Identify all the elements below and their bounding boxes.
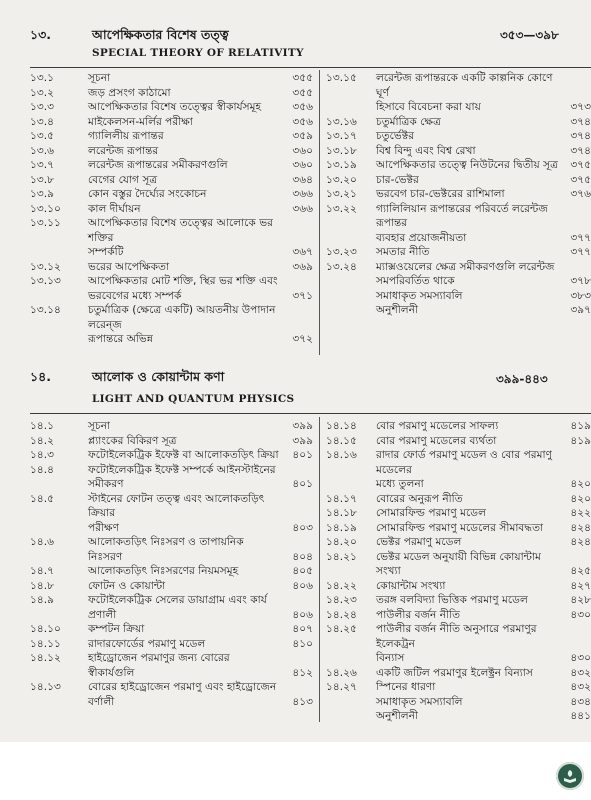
chapter-13-right-column <box>326 71 591 318</box>
toc-entry[interactable]: ১৩.৪ মাইকেলসন-মর্লির পরীক্ষা ৩৫৬ <box>30 115 313 128</box>
toc-entry[interactable]: ১৪.১৫ বোর পরমাণু মডেলের ব্যর্থতা ৪১৯ <box>326 434 591 447</box>
toc-entry[interactable]: ১৩.২১ ভরবেগ চার-ভেক্টরের রাশিমালা ৩৭৬ <box>326 188 591 200</box>
chapter-14-title-bn: আলোক ও কোয়ান্টাম কণা <box>92 369 225 384</box>
toc-entry[interactable]: সমাধাকৃত সমস্যাবলি ৪৩৪ <box>376 695 591 708</box>
toc-entry[interactable]: ১৩.৬ লরেন্টজ রূপান্তর ৩৬০ <box>30 144 313 157</box>
chapter-13-left-column <box>30 71 313 347</box>
toc-entry[interactable]: ১৪.২ প্ল্যাংকের বিকিরণ সূত্র ৩৯৯ <box>30 434 313 447</box>
chapter-14-number: ১৪. <box>30 369 51 384</box>
toc-entry[interactable]: ১৩.২৩ সমতার নীতি ৩৭৭ <box>326 246 591 258</box>
toc-entry[interactable]: ১৩.২২ গ্যালিলিয়ান রূপান্তরের পরিবর্তে লরেন্টজ রূপান্তর ব্যবহার প্রয়োজনীয়তা ৩৭৭ <box>326 202 591 244</box>
chapter-14-title-en: LIGHT AND QUANTUM PHYSICS <box>92 393 295 405</box>
chapter-13-number: ১৩. <box>30 27 51 42</box>
toc-entry[interactable]: ১৩.১৪ চতুর্মাত্রিক (ক্ষেত্রে একটি) আয়তনীয় উপাদান লরেন্জ রূপান্তরে অভিন্ন ৩৭২ <box>30 304 313 345</box>
toc-entry[interactable]: ১৩.৯ কোন বস্তুর দৈর্ঘ্যের সংকোচন ৩৬৬ <box>30 188 313 200</box>
toc-entry[interactable]: ১৩.৭ লরেন্টজ রূপান্তরের সমীকরণগুলি ৩৬০ <box>30 159 313 171</box>
chapter-13-title-bn: আপেক্ষিকতার বিশেষ তত্ত্ব <box>92 27 229 42</box>
chapter-13-title-en: SPECIAL THEORY OF RELATIVITY <box>92 47 304 59</box>
chapter-13-heading <box>30 27 229 47</box>
toc-entry[interactable]: ১৪.৬ আলোকতড়িৎ নিঃসরণ ও তাপায়নিক নিঃসরণ ৪০৪ <box>30 536 313 563</box>
toc-entry[interactable]: ১৪.১৭ বোরের অনুরূপ নীতি ৪২০ <box>326 492 591 505</box>
toc-entry[interactable]: ১৩.১৭ চতুর্ভেক্টর ৩৭৪ <box>326 130 591 142</box>
chapter-14-heading <box>30 369 224 389</box>
toc-entry[interactable]: ১৩.১০ কাল দীর্ঘায়ন ৩৬৬ <box>30 202 313 215</box>
toc-entry[interactable]: ১৪.২৫ পাউলীর বর্জন নীতি অনুসারে পরমাণুর ইলেকট্রন বিন্যাস ৪৩০ <box>326 623 591 664</box>
toc-entry[interactable]: ১৩.২৪ ম্যাক্সওয়েলের ক্ষেত্র সমীকরণগুলি লরেন্টজ সমপরিবর্তিত থাকে ৩৭৮ <box>326 260 591 287</box>
toc-entry[interactable]: ১৪.২১ ভেক্টর মডেল অনুযায়ী বিভিন্ন কোয়ান্টাম সংখ্যা ৪২৫ <box>326 550 591 577</box>
toc-entry[interactable]: ১৪.৭ আলোকতড়িৎ নিঃসরণের নিয়মসমূহ ৪০৫ <box>30 565 313 577</box>
toc-entry[interactable]: ১৪.২৭ স্পিনের ধারণা ৪৩২ <box>326 681 591 693</box>
toc-entry[interactable]: ১৩.১৫ লরেন্টজ রূপান্তরকে একটি কাল্পনিক কোণে ঘূর্ণ হিসাবে বিবেচনা করা যায় ৩৭৩ <box>326 72 591 113</box>
chapter-14-right-column <box>326 419 591 724</box>
toc-entry[interactable]: ১৪.১৬ রাদার ফোর্ড পরমাণু মডেল ও বোর পরমাণু মডেলের মধ্যে তুলনা ৪২০ <box>326 449 591 490</box>
book-leaf-icon-graphic <box>562 768 578 784</box>
toc-entry[interactable]: ১৪.১০ কম্পটন ক্রিয়া ৪০৭ <box>30 623 313 635</box>
toc-entry[interactable]: ১৪.৮ ফোটন ও কোয়ান্টা ৪০৬ <box>30 579 313 592</box>
toc-entry[interactable]: ১৩.১৩ আপেক্ষিকতার মোট শক্তি, স্থির ভর শক্তি এবং ভরবেগের মধ্যে সম্পর্ক ৩৭১ <box>30 275 313 302</box>
toc-entry[interactable]: ১৩.১৬ চতুর্মাত্রিক ক্ষেত্র ৩৭৪ <box>326 115 591 128</box>
toc-entry[interactable]: ১৩.১ সূচনা ৩৫৫ <box>30 72 313 84</box>
chapter-13-divider <box>30 67 591 68</box>
toc-entry[interactable]: ১৪.১১ রাদারফোর্ডের পরমাণু মডেল ৪১০ <box>30 637 313 650</box>
toc-entry[interactable]: ১৩.২০ চার-ভেক্টর ৩৭৫ <box>326 173 591 186</box>
toc-entry[interactable]: ১৪.১৩ বোরের হাইড্রোজেন পরমাণু এবং হাইড্রোজেন বর্ণালী ৪১৩ <box>30 681 313 708</box>
toc-entry[interactable]: ১৩.৮ বেগের যোগ সূত্র ৩৬৪ <box>30 173 313 186</box>
chapter-14-page-range: ৩৯৯-৪৪৩ <box>496 372 548 386</box>
toc-entry[interactable]: ১৩.২ জড় প্রসংগ কাঠামো ৩৫৫ <box>30 86 313 99</box>
toc-entry[interactable]: ১৪.৯ ফটোইলেকট্রিক সেলের ডায়াগ্রাম এবং কার্য প্রণালী ৪০৬ <box>30 594 313 621</box>
toc-entry[interactable]: ১৩.১২ ভরের আপেক্ষিকতা ৩৬৯ <box>30 260 313 273</box>
toc-entry[interactable]: ১৪.২৩ তরঙ্গ বলবিদ্যা ভিত্তিক পরমাণু মডেল ৪২৮ <box>326 594 591 606</box>
toc-entry[interactable]: ১৩.১৮ বিশ্ব বিন্দু এবং বিশ্ব রেখা ৩৭৪ <box>326 144 591 157</box>
book-leaf-icon[interactable] <box>556 762 584 790</box>
chapter-13-page-range: ৩৫৩—৩৯৮ <box>500 28 559 42</box>
chapter-14-left-column <box>30 419 313 709</box>
toc-entry[interactable]: ১৪.২২ কোয়ান্টাম সংখ্যা ৪২৭ <box>326 579 591 592</box>
toc-entry[interactable]: ১৪.২৪ পাউলীর বর্জন নীতি ৪৩০ <box>326 608 591 621</box>
toc-entry[interactable]: ১৪.১৪ বোর পরমাণু মডেলের সাফল্য ৪১৯ <box>326 420 591 432</box>
toc-entry[interactable]: ১৩.৫ গ্যালিলীয় রূপান্তর ৩৫৯ <box>30 130 313 142</box>
toc-entry[interactable]: ১৩.১১ আপেক্ষিকতার বিশেষ তত্ত্বের আলোকে ভর শক্তির সম্পর্কটি ৩৬৭ <box>30 217 313 258</box>
toc-entry[interactable]: ১৪.১৮ সোমারফিল্ড পরমাণু মডেল ৪২২ <box>326 507 591 519</box>
toc-entry[interactable]: ১৪.৪ ফটোইলেকট্রিক ইফেক্ট সম্পর্কে আইনস্টাইনের সমীকরণ ৪০১ <box>30 463 313 490</box>
chapter-14-divider <box>30 413 591 414</box>
toc-entry[interactable]: ১৪.২৬ একটি জটিল পরমাণুর ইলেক্ট্রন বিন্যাস ৪৩২ <box>326 666 591 679</box>
toc-entry[interactable]: ১৩.৩ আপেক্ষিকতার বিশেষ তত্ত্বের স্বীকার্যসমূহ ৩৫৬ <box>30 101 313 113</box>
chapter-13-column-divider <box>319 70 320 355</box>
toc-entry[interactable]: ১৪.১২ হাইড্রোজেন পরমাণুর জন্য বোরের স্বীকার্যগুলি ৪১২ <box>30 652 313 679</box>
toc-entry[interactable]: ১৪.১৯ সোমারফিল্ড পরমাণু মডেলের সীমাবদ্ধতা ৪২৪ <box>326 521 591 534</box>
toc-entry[interactable]: ১৩.১৯ আপেক্ষিকতার তত্ত্বে নিউটনের দ্বিতীয় সূত্র ৩৭৫ <box>326 159 591 171</box>
toc-entry[interactable]: ১৪.৩ ফটোইলেকট্রিক ইফেক্ট বা আলোকতড়িৎ ক্রিয়া ৪০১ <box>30 449 313 461</box>
chapter-14-column-divider <box>319 417 320 722</box>
toc-entry[interactable]: অনুশীলনী ৩৯৭ <box>376 304 591 316</box>
toc-entry[interactable]: সমাধাকৃত সমস্যাবলি ৩৮৩ <box>376 289 591 302</box>
toc-entry[interactable]: ১৪.২০ ভেক্টর পরমাণু মডেল ৪২৪ <box>326 536 591 548</box>
toc-entry[interactable]: ১৪.১ সূচনা ৩৯৯ <box>30 420 313 432</box>
toc-entry[interactable]: অনুশীলনী ৪৪১ <box>376 710 591 722</box>
toc-entry[interactable]: ১৪.৫ স্টাইনের ফোটন তত্ত্ব এবং আলোকতড়িৎ ক্রিয়ার পরীক্ষণ ৪০৩ <box>30 492 313 534</box>
